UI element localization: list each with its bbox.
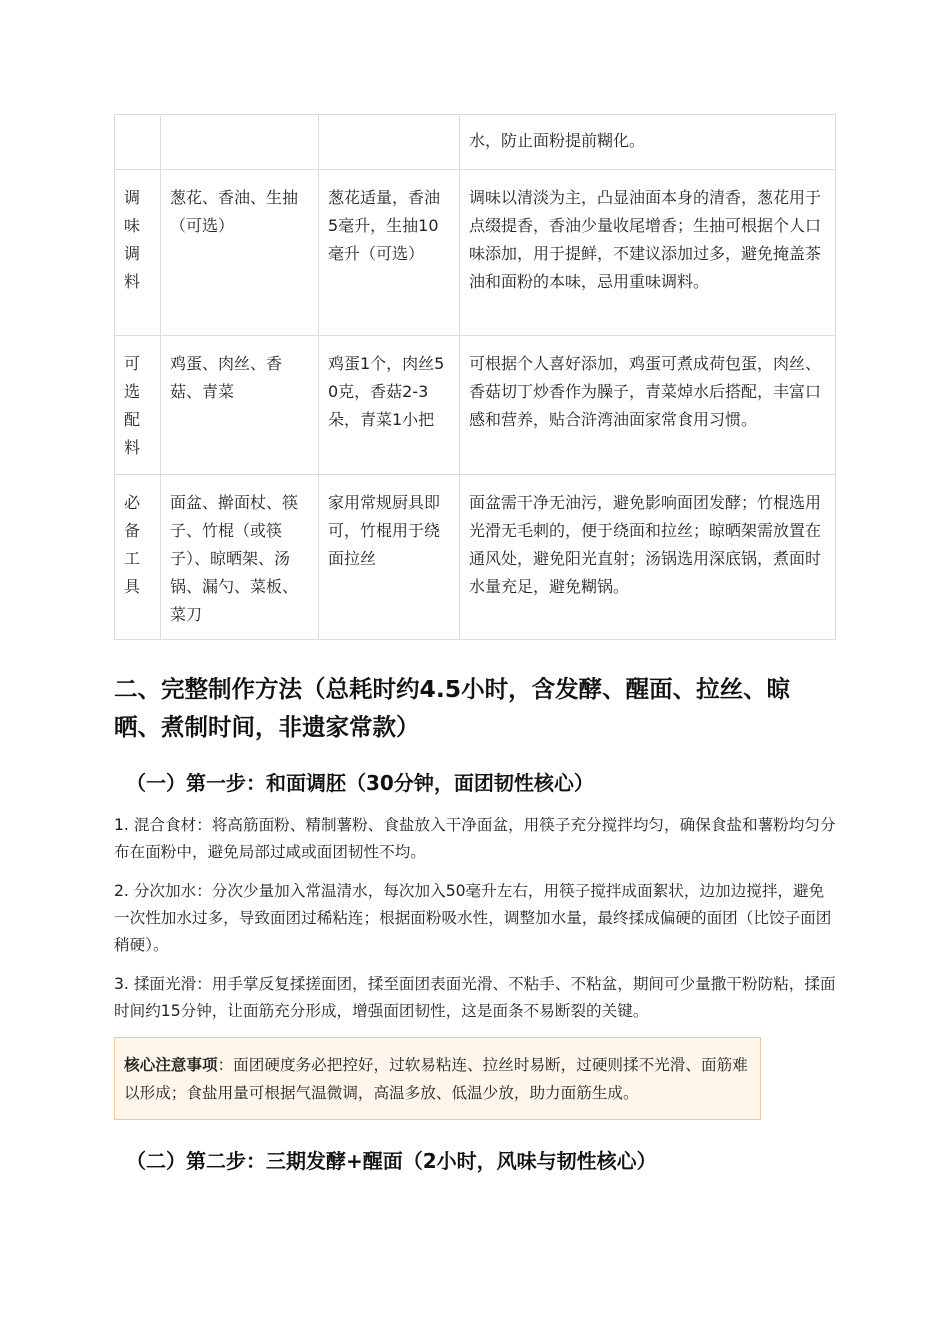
table-cell	[115, 115, 161, 170]
step-paragraph: 3. 揉面光滑：用手掌反复揉搓面团，揉至面团表面光滑、不粘手、不粘盆，期间可少量撒干粉防粘，揉面时间约15分钟，让面筋充分形成，增强面团韧性，这是面条不易断裂的关键。	[114, 975, 836, 1020]
table-cell-notes: 可根据个人喜好添加，鸡蛋可煮成荷包蛋，肉丝、香菇切丁炒香作为臊子，青菜焯水后搭配，丰富口感和营养，贴合浒湾油面家常食用习惯。	[460, 336, 836, 475]
table-cell-category: 调味调料	[115, 170, 161, 336]
table-cell	[319, 115, 460, 170]
step-paragraph: 2. 分次加水：分次少量加入常温清水，每次加入50毫升左右，用筷子搅拌成面絮状，边加边搅拌，避免一次性加水过多，导致面团过稀粘连；根据面粉吸水性，调整加水量，最终揉成偏硬的面团（比饺子面团稍硬）。	[114, 882, 832, 954]
table-row	[115, 336, 836, 475]
table-cell	[161, 115, 319, 170]
table-cell-notes: 调味以清淡为主，凸显油面本身的清香，葱花用于点缀提香，香油少量收尾增香；生抽可根据个人口味添加，用于提鲜，不建议添加过多，避免掩盖茶油和面粉的本味，忌用重味调料。	[460, 170, 836, 336]
table-cell-amount: 家用常规厨具即可，竹棍用于绕面拉丝	[319, 475, 460, 640]
table-cell-notes: 面盆需干净无油污，避免影响面团发酵；竹棍选用光滑无毛刺的，便于绕面和拉丝；晾晒架需放置在通风处，避免阳光直射；汤锅选用深底锅，煮面时水量充足，避免糊锅。	[460, 475, 836, 640]
table-cell-items: 面盆、擀面杖、筷子、竹棍（或筷子）、晾晒架、汤锅、漏勺、菜板、菜刀	[161, 475, 319, 640]
table-cell-amount: 葱花适量，香油5毫升，生抽10毫升（可选）	[319, 170, 460, 336]
step-paragraph: 1. 混合食材：将高筋面粉、精制薯粉、食盐放入干净面盆，用筷子充分搅拌均匀，确保食盐和薯粉均匀分布在面粉中，避免局部过咸或面团韧性不均。	[114, 816, 836, 861]
table-cell-category: 可选配料	[115, 336, 161, 475]
note-box	[114, 1037, 761, 1120]
table-cell-category: 必备工具	[115, 475, 161, 640]
table-cell-items: 葱花、香油、生抽（可选）	[161, 170, 319, 336]
note-text: ：面团硬度务必把控好，过软易粘连、拉丝时易断，过硬则揉不光滑、面筋难以形成；食盐用量可根据气温微调，高温多放、低温少放，助力面筋生成。	[124, 1056, 748, 1102]
note-label: 核心注意事项	[124, 1056, 218, 1074]
table-cell-items: 鸡蛋、肉丝、香菇、青菜	[161, 336, 319, 475]
table-cell-amount: 鸡蛋1个，肉丝50克，香菇2-3朵，青菜1小把	[319, 336, 460, 475]
table-row	[115, 475, 836, 640]
table-row	[115, 170, 836, 336]
step2-heading: （二）第二步：三期发酵+醒面（2小时，风味与韧性核心）	[126, 1149, 657, 1173]
document-page	[114, 114, 836, 1176]
table-row	[115, 115, 836, 170]
ingredients-table	[114, 114, 836, 640]
step1-heading: （一）第一步：和面调胚（30分钟，面团韧性核心）	[126, 771, 594, 795]
section-heading: 二、完整制作方法（总耗时约4.5小时，含发酵、醒面、拉丝、晾晒、煮制时间，非遗家常款）	[114, 675, 791, 741]
table-cell: 水，防止面粉提前糊化。	[460, 115, 836, 170]
